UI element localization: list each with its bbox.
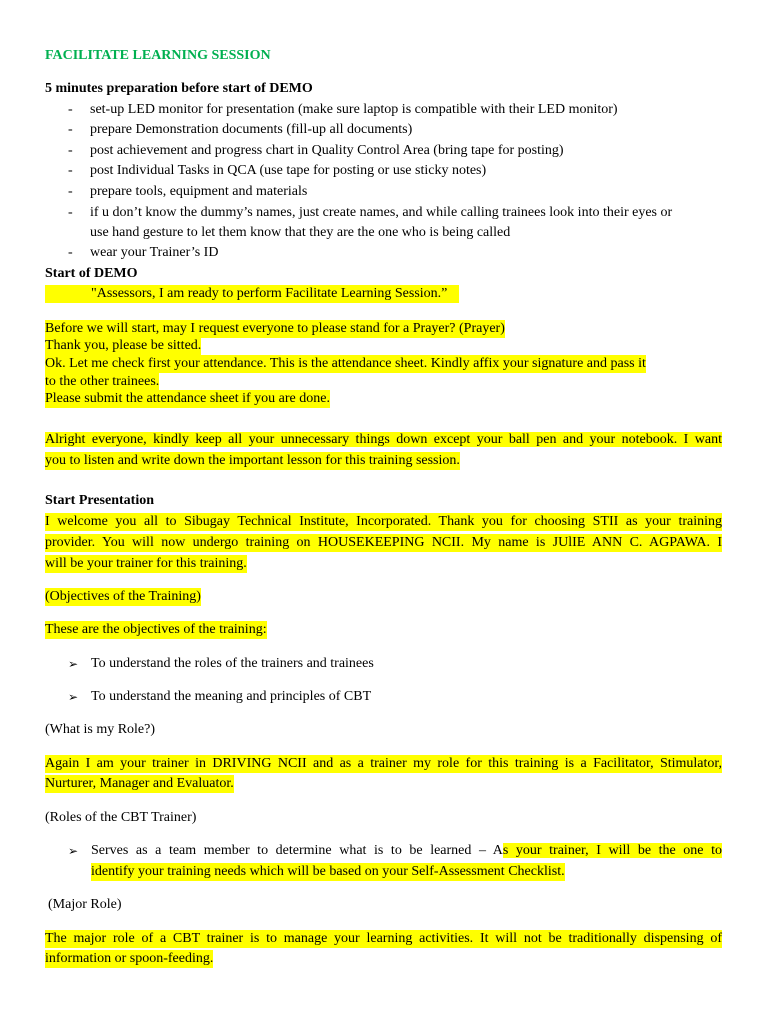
prep-item: prepare Demonstration documents (fill-up all documents) xyxy=(90,122,413,137)
dash-bullet-icon: - xyxy=(68,245,73,260)
prayer-line: to the other trainees. xyxy=(45,374,160,389)
welcome-line: I welcome you all to Sibugay Technical Institute, Incorporated. Thank you for choosing STII as your training xyxy=(45,514,722,529)
prep-item: if u don’t know the dummy’s names, just create names, and while calling trainees look into their eyes or xyxy=(90,205,673,220)
objectives-intro: These are the objectives of the training: xyxy=(45,622,267,637)
cbt-role-part1: Serves as a team member to determine what is to be learned – A xyxy=(91,843,503,858)
prayer-line: Thank you, please be sitted. xyxy=(45,338,202,353)
prep-item: wear your Trainer’s ID xyxy=(90,245,219,260)
cbt-roles-label: (Roles of the CBT Trainer) xyxy=(45,810,197,825)
role-line: Again I am your trainer in DRIVING NCII and as a trainer my role for this training is a Facilitator, Stimulator, xyxy=(45,756,722,771)
dash-bullet-icon: - xyxy=(68,102,73,117)
prayer-line: Before we will start, may I request everyone to please stand for a Prayer? (Prayer) xyxy=(45,321,505,336)
page-title: FACILITATE LEARNING SESSION xyxy=(45,48,271,63)
prep-item: prepare tools, equipment and materials xyxy=(90,184,308,199)
dash-bullet-icon: - xyxy=(68,122,73,137)
alright-line: Alright everyone, kindly keep all your unnecessary things down except your ball pen and your notebook. I want xyxy=(45,432,722,447)
cbt-role-line xyxy=(91,842,722,860)
dash-bullet-icon: - xyxy=(68,205,73,220)
major-role-line: information or spoon-feeding. xyxy=(45,951,214,966)
arrow-bullet-icon: ➢ xyxy=(68,657,79,671)
role-line: Nurturer, Manager and Evaluator. xyxy=(45,776,234,791)
start-demo-heading: Start of DEMO xyxy=(45,266,138,281)
objective-item: To understand the roles of the trainers and trainees xyxy=(91,656,374,671)
cbt-role-part2: s your trainer, I will be the one to xyxy=(502,843,722,858)
prep-item: post Individual Tasks in QCA (use tape for posting or use sticky notes) xyxy=(90,163,487,178)
arrow-bullet-icon: ➢ xyxy=(68,844,79,858)
dash-bullet-icon: - xyxy=(68,163,73,178)
prep-heading: 5 minutes preparation before start of DEMO xyxy=(45,81,313,96)
prep-item-continued: use hand gesture to let them know that they are the one who is being called xyxy=(90,225,511,240)
objective-item: To understand the meaning and principles of CBT xyxy=(91,689,372,704)
welcome-line: provider. You will now undergo training on HOUSEKEEPING NCII. My name is JUlIE ANN C. AGPAWA. I xyxy=(45,535,722,550)
cbt-role-line2: identify your training needs which will be based on your Self-Assessment Checklist. xyxy=(91,864,565,879)
start-presentation-heading: Start Presentation xyxy=(45,493,154,508)
prayer-line: Please submit the attendance sheet if you are done. xyxy=(45,391,330,406)
dash-bullet-icon: - xyxy=(68,143,73,158)
welcome-line: will be your trainer for this training. xyxy=(45,556,247,571)
arrow-bullet-icon: ➢ xyxy=(68,690,79,704)
dash-bullet-icon: - xyxy=(68,184,73,199)
major-role-label: (Major Role) xyxy=(48,897,122,912)
prayer-line: Ok. Let me check first your attendance. This is the attendance sheet. Kindly affix your signature and pass it xyxy=(45,356,646,371)
prep-item: set-up LED monitor for presentation (make sure laptop is compatible with their LED monitor) xyxy=(90,102,618,117)
assessors-line: "Assessors, I am ready to perform Facilitate Learning Session.” xyxy=(45,285,459,303)
prep-item: post achievement and progress chart in Quality Control Area (bring tape for posting) xyxy=(90,143,564,158)
objectives-label: (Objectives of the Training) xyxy=(45,589,201,604)
major-role-line: The major role of a CBT trainer is to manage your learning activities. It will not be traditionally dispensing of xyxy=(45,931,722,946)
alright-line: you to listen and write down the important lesson for this training session. xyxy=(45,453,460,468)
role-question: (What is my Role?) xyxy=(45,722,156,737)
